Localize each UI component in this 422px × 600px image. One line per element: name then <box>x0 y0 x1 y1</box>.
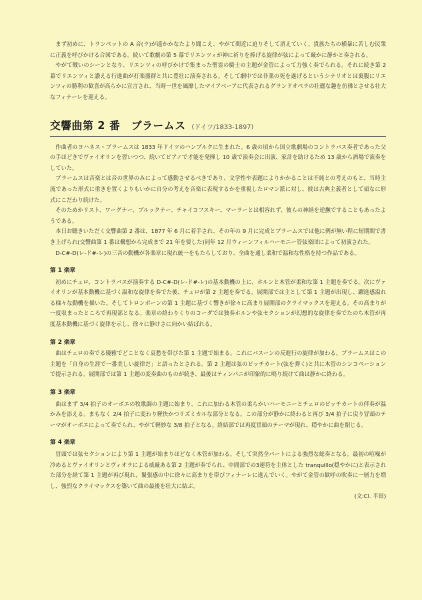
composer-meta: (ドイツ/1833-1897) <box>191 122 254 131</box>
movement-paragraph: 冒頭では弦セクションにより第 1 主題が始まりほどなく木管が加わる。そして突然全パートによる強烈な総奏となる。最初の喧噪が冷めるとヴァイオリンとヴィオラによる威厳ある第 2 主題が奏でられ、中間部での3連符を主体とした tranquillo(穏やかに)と表示された部分を経て第 1 主題が再び現れ、緊張感の中に徐々に高まりを帯びフィナーレに進んでいく。やがて金管の歓呼の吹奏に一層力を増し、強烈なクライマックスを築いて曲の最後を壮大に結ぶ。 <box>50 452 386 490</box>
section-title: 交響曲第 2 番 ブラームス <box>50 119 186 132</box>
section-heading <box>50 116 386 137</box>
movement-label: 第 2 楽章 <box>50 339 76 346</box>
movement-4 <box>50 438 386 503</box>
bio-paragraph: ブラームスは音楽とは音の世界のみによって感動させるべきであり、文学性や表題によりかかることは不純との考えのもと、当時主流であった形式に重きを置くよりもいかに自分の考えを音楽に表現するかを重視したロマン派に対し、彼は古典主義者として頑なに形式にこだわり続けた。 <box>50 176 386 204</box>
composer-bio <box>50 143 386 260</box>
author-signature: (文:Cl. 半田) <box>354 494 386 501</box>
intro-paragraph: まず初めに、トランペットの A 音(ラ)が遥かかなたより聞こえ、やがて間近に迫りそして消えていく。貴族たちの横暴に苦しむ民衆に正義を呼びかける合図である。続いて歌劇の第 5 幕でリエンツィが神に祈りを捧げる旋律が弦によって厳かに静かと奏される。 <box>50 42 386 59</box>
bio-paragraph: そのためかリスト、ワーグナー、ブルックナー、チャイコフスキー、マーラーとは相容れず、彼らの神経を逆撫ですることもあったようである。 <box>50 208 386 225</box>
movement-3 <box>50 388 386 431</box>
movement-label: 第 3 楽章 <box>50 390 76 397</box>
movement-paragraph: 曲はまず 3/4 拍子のオーボエの牧歌調の主題に始まり、これに加わる木管の柔らかいハーモニーとチェロのピッチカートの伴奏が温かみを添える。まもなく 2/4 拍子に変わり軽快かつリズミカルな部分となる。この部分が静かに終わると再び 3/4 拍子に戻り冒頭のテーマがオーボエによって奏でられ、やがて軽妙な 3/8 拍子となる。終結部では再度冒頭のテーマが現れ、穏やかに曲を閉じる。 <box>50 401 386 429</box>
movement-paragraph: 初めにチェロ、コントラバスが演奏する D-C#-D(レ-ド#-レ)の基本動機の上に、ホルンと木管が柔和な第 1 主題を奏でる。次にヴァイオリンが基本動機に基づく温和な旋律を奏でた後、チェロが第 2 主題を奏でる。展開部では主として第 1 主題が出現し、躍進感溢れる様々な動機を描いた。そしてトロンボーンの第 1 主題に基づく響きが徐々に高まり展開部のクライマックスを迎える。その高まりが一度収まったところで再現部となる。楽章の終わりくりのコーダでは独奏ホルンや弦セクションが幻想的な旋律を奏でたのち木管が再度基本動機に基づく旋律を示し、徐々に静けさに向かい結ばれる。 <box>50 279 386 329</box>
movement-label: 第 1 楽章 <box>50 268 76 275</box>
bio-paragraph: D-C#-D(レ-ド#-レ)の三音の動機が各楽章に現れ統一をもたらしており、全曲を通し柔和で温和な性格を持つ作品である。 <box>55 250 360 257</box>
intro-section <box>50 40 386 104</box>
movement-2 <box>50 338 386 381</box>
movement-1 <box>50 266 386 331</box>
bio-paragraph: 本日お聴きいただく交響曲第 2 番は、1877 年 6 月に着手され、その年の 9 月に完成とブラームスでは他に例が無い程に短期間で書き上げられ(交響曲第 1 番は構想から完成まで 21 年を要した)同年 12 月ウィーンフィルハーモニー管弦楽団によって初演された。 <box>50 229 386 246</box>
movement-label: 第 4 楽章 <box>50 440 76 447</box>
bio-paragraph: 作曲者のヨハネス・ブラームスは 1833 年ドイツのハンブルクに生まれた。6 歳の頃から国立歌劇場のコントラバス奏者であった父の手ほどきでヴァイオリンを習いつつ、続いてピアノで才能を発揮し 10 歳で演奏会に出演、家計を助けるため 13 歳から酒場で演奏をしていた。 <box>50 144 386 172</box>
author-signature-line <box>50 492 386 503</box>
intro-paragraph: やがて戦いのシーンとなり、リエンツィの呼びかけで集まった聖霊の騎士の主題が金管によって力強く奏でられる。それに続き第 2 幕でリエンツィと讃える行進曲が打楽器群と共に豊壮に演奏される。そして劇中では非業の死を遂げるというシナリオとは裏腹にリエンツィの勝利の歓喜が高らかに宣言され、当時一世を風靡したマイアベーアに代表されるグランドオペラの壮麗な趣を彷彿とさせる壮大なフィナーレを迎える。 <box>50 63 386 101</box>
movement-paragraph: 曲はチェロの奏でる優雅でどことなく哀愁を帯びた第 1 主題で始まる。これにバスーンの反進行の旋律が加わる。ブラームスはこの主題を「自身の生涯で一番美しい旋律だ」と語ったとされる。第 2 主題は弦のピッチカート(弦を弾く)と共に木管のシンコペーションで提示される。展開部では第 1 主題の変奏曲のものが続き、最後はティンパニが印象的に鳴り続けて曲は静かに終わる。 <box>50 351 386 379</box>
